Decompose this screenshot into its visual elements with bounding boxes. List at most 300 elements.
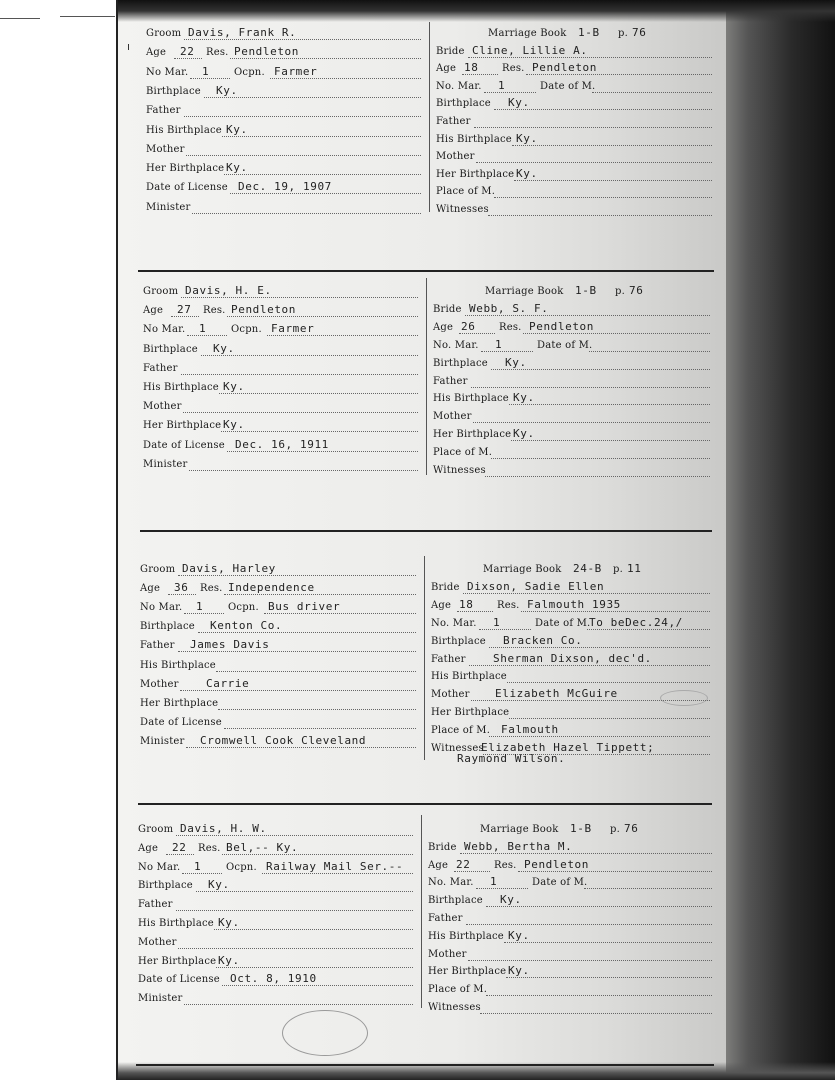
groom-his-birthplace-line-label: His Birthplace <box>138 918 214 929</box>
groom-minister-line-dots <box>189 470 418 471</box>
groom-minister-line-value: Cromwell Cook Cleveland <box>200 733 367 747</box>
page-value: 76 <box>632 26 647 39</box>
bride-date-of-m-line <box>532 873 712 891</box>
record-divider <box>421 815 422 1008</box>
groom-father-line <box>146 101 421 119</box>
bride-his-birthplace-line-dots <box>507 682 710 683</box>
groom-name-line <box>140 560 416 578</box>
bride-name-line <box>428 838 712 856</box>
groom-license-line-value: Dec. 19, 1907 <box>238 180 332 194</box>
groom-father-line <box>140 636 416 654</box>
groom-her-birthplace-line-value: Ky. <box>218 953 240 967</box>
bride-birthplace-line <box>433 354 710 372</box>
groom-age-line-value: 36 <box>174 581 189 595</box>
page-label: p. <box>613 564 623 575</box>
groom-ocpn-line-value: Bus driver <box>268 600 341 614</box>
groom-age-line-label: Age <box>146 47 167 59</box>
groom-name-line-value: Davis, Harley <box>182 562 276 575</box>
bride-birthplace-line-dots <box>486 906 712 907</box>
bride-no-mar-line-dots <box>484 92 536 93</box>
bride-name-line <box>431 578 710 596</box>
bride-res-line-dots <box>518 871 712 872</box>
bride-his-birthplace-line-value: Ky. <box>513 391 535 405</box>
bride-no-mar-line-label: No. Mar. <box>428 877 474 889</box>
groom-mother-line <box>138 933 413 951</box>
groom-father-line-label: Father <box>138 899 173 911</box>
bride-date-of-m-line <box>540 77 712 95</box>
bride-witnesses-line-label: Witnesses <box>428 1002 481 1013</box>
groom-her-birthplace-line-dots <box>218 709 416 710</box>
groom-res-line-dots <box>224 594 416 595</box>
groom-birthplace-line-value: Kenton Co. <box>210 619 283 633</box>
bride-name-line-value: Webb, Bertha M. <box>464 839 573 853</box>
bride-age-line-value: 26 <box>461 319 476 333</box>
bride-age-line-label: Age <box>431 599 452 611</box>
groom-no-mar-line-value: 1 <box>199 322 207 336</box>
groom-res-line-label: Res. <box>206 47 229 59</box>
record-separator <box>138 803 712 805</box>
bride-her-birthplace-line-value: Ky. <box>508 964 530 978</box>
groom-birthplace-line-dots <box>201 355 418 356</box>
groom-his-birthplace-line-dots <box>214 929 413 930</box>
groom-name-line <box>146 24 421 42</box>
groom-mother-line-dots <box>180 690 416 691</box>
bride-no-mar-line-value: 1 <box>490 875 498 889</box>
groom-age-line-dots <box>168 594 196 595</box>
bride-res-line-value: Falmouth 1935 <box>527 597 621 611</box>
groom-minister-line-label: Minister <box>143 458 188 470</box>
bride-age-line-value: 22 <box>456 857 471 871</box>
groom-res-line-dots <box>227 316 418 317</box>
groom-birthplace-line-dots <box>198 632 416 633</box>
groom-age-line-label: Age <box>138 842 159 854</box>
groom-ocpn-line-value: Farmer <box>271 322 315 336</box>
bride-name-line-label: Bride <box>431 581 460 593</box>
bride-no-mar-line <box>436 77 536 95</box>
bride-father-line-dots <box>471 387 710 388</box>
bride-res-line <box>494 856 712 874</box>
bride-place-of-m-line-label: Place of M. <box>431 725 491 737</box>
bride-her-birthplace-line-dots <box>509 718 710 719</box>
groom-her-birthplace-line <box>140 694 416 712</box>
groom-his-birthplace-line-dots <box>216 671 416 672</box>
groom-name-line-label: Groom <box>143 286 179 297</box>
groom-no-mar-line-dots <box>187 335 227 336</box>
groom-his-birthplace-line <box>140 656 416 674</box>
groom-no-mar-line-dots <box>190 78 230 79</box>
groom-ocpn-line <box>228 598 416 616</box>
marriage-book-label: Marriage Book <box>483 564 562 575</box>
groom-name-line-label: Groom <box>140 564 176 575</box>
groom-age-line-value: 22 <box>172 840 187 854</box>
marriage-book-value: 24-B <box>573 562 602 575</box>
groom-mother-line-dots <box>186 155 421 156</box>
bride-father-line-label: Father <box>436 116 471 127</box>
page-label: p. <box>615 286 625 297</box>
margin-mark <box>0 16 118 22</box>
bride-his-birthplace-line <box>433 389 710 407</box>
marriage-book-value: 1-B <box>575 284 597 297</box>
bride-his-birthplace-line-dots <box>504 942 712 943</box>
bride-place-of-m-line-label: Place of M. <box>433 447 493 459</box>
groom-mother-line <box>140 675 416 693</box>
groom-age-line-value: 22 <box>180 45 195 59</box>
marriage-book-heading <box>488 24 712 42</box>
bride-res-line-label: Res. <box>499 321 522 333</box>
groom-no-mar-line-label: No Mar. <box>140 602 183 614</box>
bride-place-of-m-line-dots <box>491 458 710 459</box>
groom-license-line-label: Date of License <box>146 182 228 194</box>
groom-name-line-label: Groom <box>146 28 182 39</box>
groom-her-birthplace-line-label: Her Birthplace <box>143 420 222 432</box>
bride-mother-line <box>436 147 712 165</box>
bride-no-mar-line <box>428 873 528 891</box>
groom-ocpn-line-label: Ocpn. <box>226 861 257 873</box>
marriage-book-label: Marriage Book <box>488 28 567 39</box>
page-value: 76 <box>624 822 639 835</box>
groom-birthplace-line-label: Birthplace <box>138 880 193 892</box>
groom-father-line-label: Father <box>143 362 178 374</box>
bride-no-mar-line-dots <box>476 888 528 889</box>
page-label: p. <box>610 824 620 835</box>
groom-age-line <box>143 301 199 319</box>
groom-name-line <box>143 282 418 300</box>
bride-birthplace-line-dots <box>491 369 710 370</box>
bride-no-mar-line-dots <box>479 629 531 630</box>
bride-age-line-dots <box>462 74 498 75</box>
bride-age-line <box>428 856 490 874</box>
bride-no-mar-line-label: No. Mar. <box>436 80 482 92</box>
groom-no-mar-line-dots <box>182 873 222 874</box>
bride-date-of-m-line-value: To beDec.24,/ <box>589 615 683 629</box>
page-label: p. <box>618 28 628 39</box>
groom-father-line-dots <box>181 374 418 375</box>
bride-name-line-dots <box>465 315 710 316</box>
groom-his-birthplace-line <box>138 914 413 932</box>
bride-name-line-value: Dixson, Sadie Ellen <box>467 579 605 593</box>
groom-ocpn-line <box>226 858 413 876</box>
bride-age-line-label: Age <box>433 321 454 333</box>
groom-birthplace-line <box>140 617 416 635</box>
groom-res-line-value: Independence <box>228 581 315 595</box>
bride-date-of-m-line-dots <box>592 92 712 93</box>
groom-mother-line-label: Mother <box>140 678 179 690</box>
bride-witnesses-continued: Raymond Wilson. <box>457 752 566 765</box>
groom-father-line-label: Father <box>146 105 181 117</box>
groom-age-line-dots <box>174 58 202 59</box>
bride-her-birthplace-line-value: Ky. <box>513 427 535 441</box>
bride-witnesses-line-label: Witnesses <box>431 743 484 754</box>
groom-ocpn-line-dots <box>264 613 416 614</box>
groom-no-mar-line-value: 1 <box>196 600 204 614</box>
bride-witnesses-line-dots <box>480 1013 712 1014</box>
groom-his-birthplace-line <box>143 378 418 396</box>
groom-res-line-label: Res. <box>198 842 221 854</box>
bride-his-birthplace-line-label: His Birthplace <box>431 671 507 683</box>
bride-age-line <box>431 596 493 614</box>
bride-no-mar-line <box>431 614 531 632</box>
groom-license-line <box>143 436 418 454</box>
bride-her-birthplace-line <box>433 425 710 443</box>
bride-birthplace-line-value: Ky. <box>505 355 527 369</box>
bride-date-of-m-line-label: Date of M. <box>535 617 591 629</box>
groom-her-birthplace-line <box>138 952 413 970</box>
bride-his-birthplace-line-label: His Birthplace <box>436 133 512 145</box>
bride-witnesses-line <box>428 998 712 1016</box>
bride-place-of-m-line-value: Falmouth <box>501 723 559 737</box>
bride-res-line-dots <box>523 333 710 334</box>
bride-his-birthplace-line-label: His Birthplace <box>428 930 504 942</box>
groom-license-line <box>146 178 421 196</box>
bride-her-birthplace-line-label: Her Birthplace <box>436 168 515 180</box>
groom-his-birthplace-line-label: His Birthplace <box>143 382 219 393</box>
marriage-book-label: Marriage Book <box>485 286 564 297</box>
groom-minister-line <box>138 989 413 1007</box>
bride-name-line-value: Webb, S. F. <box>469 301 549 315</box>
bride-father-line-value: Sherman Dixson, dec'd. <box>493 651 652 665</box>
bride-mother-line-dots <box>471 700 710 701</box>
bride-place-of-m-line-dots <box>494 197 712 198</box>
bride-age-line-value: 18 <box>459 597 474 611</box>
groom-her-birthplace-line <box>146 159 421 177</box>
bride-place-of-m-line-label: Place of M. <box>436 186 496 198</box>
groom-license-line-label: Date of License <box>140 716 222 728</box>
groom-license-line-label: Date of License <box>143 439 225 451</box>
groom-father-line <box>138 895 413 913</box>
bride-name-line-dots <box>468 57 712 58</box>
groom-birthplace-line <box>138 876 413 894</box>
groom-birthplace-line-label: Birthplace <box>146 85 201 97</box>
groom-ocpn-line-value: Farmer <box>274 64 318 78</box>
groom-mother-line <box>146 140 421 158</box>
groom-license-line-dots <box>227 451 418 452</box>
bride-mother-line-label: Mother <box>428 948 467 960</box>
bride-date-of-m-line-label: Date of M. <box>532 877 588 889</box>
groom-age-line-label: Age <box>140 583 161 595</box>
marriage-book-heading <box>485 282 710 300</box>
bride-birthplace-line-dots <box>489 647 710 648</box>
groom-license-line-dots <box>222 985 413 986</box>
groom-age-line <box>140 579 196 597</box>
bride-father-line <box>436 112 712 130</box>
bride-her-birthplace-line <box>428 962 712 980</box>
bride-res-line-dots <box>526 74 712 75</box>
bride-birthplace-line <box>428 891 712 909</box>
bride-mother-line <box>428 945 712 963</box>
groom-mother-line-label: Mother <box>143 401 182 413</box>
groom-no-mar-line-value: 1 <box>202 64 210 78</box>
bride-his-birthplace-line <box>436 130 712 148</box>
bride-place-of-m-line-dots <box>489 736 710 737</box>
bride-birthplace-line-label: Birthplace <box>428 895 483 907</box>
groom-no-mar-line <box>143 320 227 338</box>
bride-birthplace-line <box>431 632 710 650</box>
bride-her-birthplace-line-value: Ky. <box>516 166 538 180</box>
page-value: 11 <box>627 562 642 575</box>
groom-license-line-value: Dec. 16, 1911 <box>235 437 329 451</box>
bride-no-mar-line-dots <box>481 351 533 352</box>
bride-his-birthplace-line-value: Ky. <box>516 131 538 145</box>
groom-father-line-dots <box>176 910 413 911</box>
bride-witnesses-line-label: Witnesses <box>433 465 486 476</box>
bride-father-line <box>428 909 712 927</box>
groom-her-birthplace-line-label: Her Birthplace <box>146 163 225 175</box>
bride-place-of-m-line-dots <box>486 995 712 996</box>
bride-date-of-m-line-label: Date of M. <box>540 80 596 92</box>
bride-name-line-dots <box>460 853 712 854</box>
bride-res-line <box>502 59 712 77</box>
groom-father-line <box>143 359 418 377</box>
bride-res-line-label: Res. <box>502 63 525 75</box>
groom-name-line <box>138 820 413 838</box>
groom-birthplace-line-dots <box>196 891 413 892</box>
groom-license-line <box>140 713 416 731</box>
groom-minister-line <box>146 198 421 216</box>
groom-name-line-value: Davis, H. E. <box>185 284 272 297</box>
bride-birthplace-line-dots <box>494 109 712 110</box>
bride-father-line <box>431 650 710 668</box>
groom-res-line-value: Pendleton <box>231 303 297 317</box>
groom-no-mar-line-label: No Mar. <box>138 861 181 873</box>
groom-res-line <box>203 301 418 319</box>
bride-witnesses-line-label: Witnesses <box>436 204 489 215</box>
groom-his-birthplace-line-dots <box>219 393 418 394</box>
groom-name-line-dots <box>181 297 418 298</box>
bride-her-birthplace-line-dots <box>514 180 712 181</box>
page-value: 76 <box>629 284 644 297</box>
groom-father-line-dots <box>178 651 416 652</box>
groom-father-line-dots <box>184 116 421 117</box>
groom-mother-line-label: Mother <box>146 143 185 155</box>
bride-age-line <box>436 59 498 77</box>
groom-ocpn-line-dots <box>262 873 413 874</box>
bride-no-mar-line-value: 1 <box>498 78 506 92</box>
bride-date-of-m-line-dots <box>589 351 710 352</box>
groom-ocpn-line-dots <box>270 78 421 79</box>
groom-birthplace-line-label: Birthplace <box>140 621 195 633</box>
bride-date-of-m-line-dots <box>587 629 710 630</box>
groom-no-mar-line <box>138 858 222 876</box>
bride-mother-line-value: Elizabeth McGuire <box>495 687 618 701</box>
bride-witnesses-line <box>436 200 712 218</box>
groom-no-mar-line <box>146 63 230 81</box>
groom-birthplace-line-dots <box>204 97 421 98</box>
groom-license-line-dots <box>230 193 421 194</box>
bride-age-line-label: Age <box>428 859 449 871</box>
bride-no-mar-line-label: No. Mar. <box>433 339 479 351</box>
marriage-book-heading <box>483 560 710 578</box>
record-divider <box>429 22 430 212</box>
groom-ocpn-line-label: Ocpn. <box>228 602 259 614</box>
bride-res-line-value: Pendleton <box>532 61 598 75</box>
bride-date-of-m-line <box>537 336 710 354</box>
groom-name-line-value: Davis, Frank R. <box>188 26 297 39</box>
groom-res-line <box>206 43 421 61</box>
groom-res-line-value: Bel,-- Ky. <box>226 840 299 854</box>
bride-witnesses-line-dots <box>485 476 710 477</box>
bride-father-line-dots <box>466 924 712 925</box>
groom-ocpn-line-label: Ocpn. <box>234 66 265 78</box>
groom-minister-line-label: Minister <box>146 201 191 213</box>
bride-res-line-dots <box>521 611 710 612</box>
bride-name-line <box>433 300 710 318</box>
groom-license-line-label: Date of License <box>138 974 220 986</box>
bride-birthplace-line-label: Birthplace <box>433 357 488 369</box>
marriage-book-value: 1-B <box>578 26 600 39</box>
groom-age-line-label: Age <box>143 305 164 317</box>
groom-no-mar-line-label: No Mar. <box>143 324 186 336</box>
groom-his-birthplace-line <box>146 121 421 139</box>
bride-father-line-dots <box>474 127 712 128</box>
record-divider <box>426 278 427 475</box>
groom-birthplace-line-label: Birthplace <box>143 343 198 355</box>
groom-father-line-value: James Davis <box>190 638 270 652</box>
bride-age-line-value: 18 <box>464 61 479 75</box>
groom-mother-line <box>143 397 418 415</box>
groom-minister-line-dots <box>184 1004 413 1005</box>
bride-her-birthplace-line-label: Her Birthplace <box>431 707 510 719</box>
groom-father-line-label: Father <box>140 640 175 652</box>
bride-her-birthplace-line <box>436 165 712 183</box>
bride-place-of-m-line <box>436 182 712 200</box>
groom-res-line-dots <box>230 58 421 59</box>
groom-her-birthplace-line-dots <box>216 967 413 968</box>
bride-his-birthplace-line <box>428 927 712 945</box>
bride-witnesses-line <box>433 461 710 479</box>
bride-his-birthplace-line <box>431 667 710 685</box>
groom-birthplace-line-value: Ky. <box>213 341 235 355</box>
groom-birthplace-line-value: Ky. <box>216 83 238 97</box>
groom-name-line-value: Davis, H. W. <box>180 822 267 835</box>
bride-date-of-m-line-dots <box>584 888 712 889</box>
bride-no-mar-line <box>433 336 533 354</box>
groom-no-mar-line <box>140 598 224 616</box>
bride-his-birthplace-line-value: Ky. <box>508 928 530 942</box>
ink-smudge <box>282 1010 368 1056</box>
bride-birthplace-line-label: Birthplace <box>436 98 491 110</box>
groom-minister-line-dots <box>186 747 416 748</box>
groom-birthplace-line <box>146 82 421 100</box>
bride-mother-line <box>431 685 710 703</box>
groom-license-line-dots <box>224 728 416 729</box>
groom-his-birthplace-line-label: His Birthplace <box>140 659 216 671</box>
bride-res-line-label: Res. <box>494 859 517 871</box>
bride-no-mar-line-label: No. Mar. <box>431 617 477 629</box>
groom-his-birthplace-line-value: Ky. <box>226 122 248 136</box>
bride-mother-line <box>433 407 710 425</box>
bride-age-line <box>433 318 495 336</box>
marriage-book-value: 1-B <box>570 822 592 835</box>
groom-her-birthplace-line-label: Her Birthplace <box>138 955 217 967</box>
bride-place-of-m-line-label: Place of M. <box>428 984 488 996</box>
bride-res-line-value: Pendleton <box>529 319 595 333</box>
bride-father-line-label: Father <box>431 653 466 665</box>
bride-witnesses-line-value: Elizabeth Hazel Tippett; <box>481 741 655 754</box>
bride-birthplace-line-value: Ky. <box>508 96 530 110</box>
record-separator <box>138 270 714 272</box>
marriage-book-label: Marriage Book <box>480 824 559 835</box>
bride-mother-line-dots <box>473 422 710 423</box>
groom-ocpn-line <box>234 63 421 81</box>
bride-his-birthplace-line-dots <box>509 404 710 405</box>
record-separator <box>136 1064 714 1066</box>
page-left-edge <box>116 0 118 1080</box>
groom-age-line-dots <box>166 854 194 855</box>
bride-no-mar-line-value: 1 <box>495 337 503 351</box>
groom-mother-line-dots <box>178 948 413 949</box>
record-separator <box>140 530 712 532</box>
bride-res-line <box>497 596 710 614</box>
